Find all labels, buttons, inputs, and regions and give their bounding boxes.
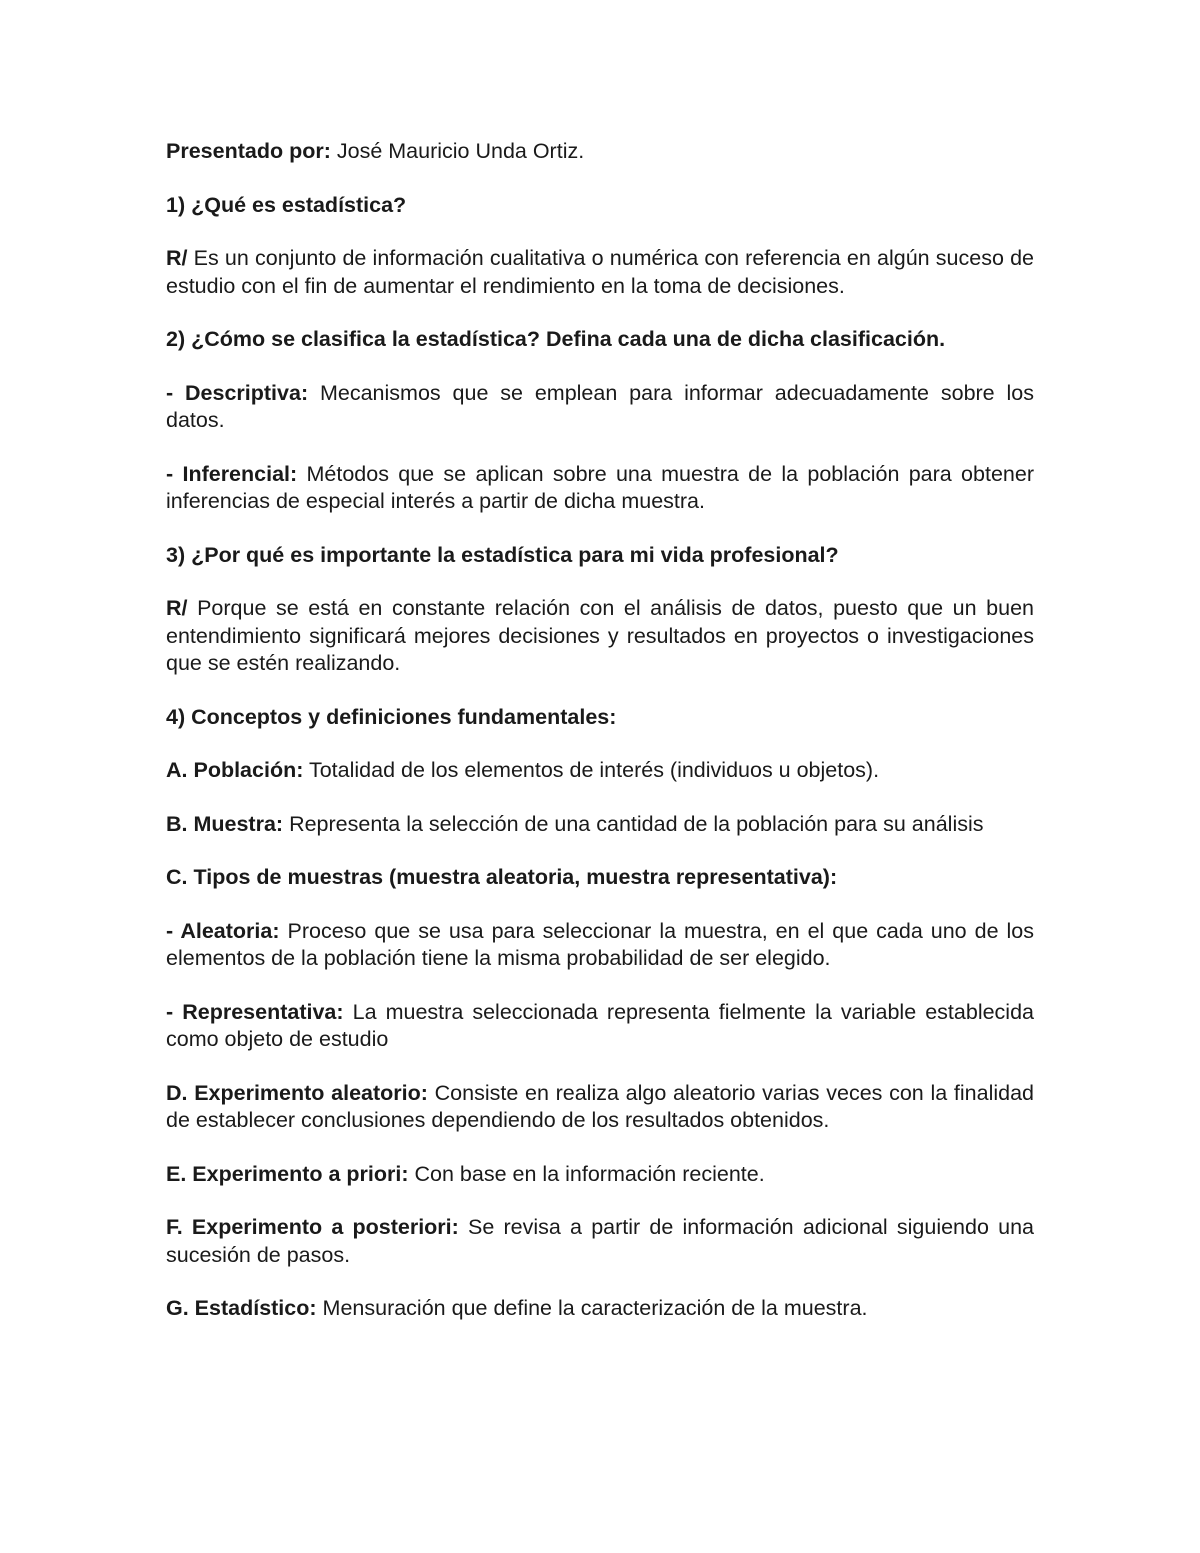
- sample-type-aleatoria-text: Proceso que se usa para seleccionar la muestra, en el que cada uno de los elementos de la población tiene la misma probabilidad de ser elegido.: [166, 918, 1035, 970]
- classification-descriptiva-label: - Descriptiva:: [166, 380, 309, 405]
- concept-experimento-aleatorio: [166, 1080, 1034, 1135]
- answer-1-label: R/: [166, 246, 188, 270]
- classification-descriptiva-text: Mecanismos que se emplean para informar adecuadamente sobre los datos.: [166, 380, 1034, 432]
- answer-3: [166, 595, 1034, 678]
- concept-muestra-text: Representa la selección de una cantidad de la población para su análisis: [289, 811, 984, 836]
- question-2: 2) ¿Cómo se clasifica la estadística? Defina cada una de dicha clasificación.: [166, 327, 946, 351]
- question-3: 3) ¿Por qué es importante la estadística para mi vida profesional?: [166, 542, 839, 567]
- concept-experimento-a-priori-label: E. Experimento a priori:: [166, 1161, 409, 1186]
- presenter-name: José Mauricio Unda Ortiz.: [336, 139, 585, 163]
- classification-inferencial-text: Métodos que se aplican sobre una muestra de la población para obtener inferencias de especial interés a partir de dicha muestra.: [166, 461, 1034, 513]
- sample-type-representativa-label: - Representativa:: [166, 999, 344, 1024]
- concept-experimento-aleatorio-label: D. Experimento aleatorio:: [166, 1080, 428, 1105]
- concept-poblacion: [166, 757, 1034, 785]
- concept-experimento-aleatorio-text: Consiste en realiza algo aleatorio varias veces con la finalidad de establecer conclusiones dependiendo de los resultados obtenidos.: [166, 1080, 1034, 1132]
- classification-inferencial-label: - Inferencial:: [166, 461, 298, 486]
- question-1: 1) ¿Qué es estadística?: [166, 192, 407, 217]
- question-4: 4) Conceptos y definiciones fundamentales:: [166, 704, 617, 729]
- concept-experimento-a-posteriori-text: Se revisa a partir de información adicional siguiendo una sucesión de pasos.: [166, 1215, 1034, 1267]
- concept-poblacion-label: A. Población:: [166, 758, 304, 782]
- concept-estadistico-text: Mensuración que define la caracterización de la muestra.: [322, 1296, 868, 1320]
- classification-descriptiva: [166, 380, 1034, 435]
- concept-tipos-muestras-heading: C. Tipos de muestras (muestra aleatoria, muestra representativa):: [166, 865, 838, 889]
- document-page: [166, 138, 1034, 1349]
- sample-type-representativa: [166, 999, 1034, 1054]
- answer-3-label: R/: [166, 596, 188, 620]
- concept-experimento-a-posteriori: [166, 1214, 1034, 1269]
- concept-muestra-label: B. Muestra:: [166, 811, 284, 836]
- classification-inferencial: [166, 461, 1034, 516]
- presenter-label: Presentado por:: [166, 139, 331, 163]
- answer-1-text: Es un conjunto de información cualitativa o numérica con referencia en algún suceso de estudio con el fin de aumentar el rendimiento en la toma de decisiones.: [166, 246, 1034, 298]
- concept-muestra: [166, 811, 1034, 839]
- presenter-line: [166, 138, 1034, 166]
- concept-estadistico-label: G. Estadístico:: [166, 1296, 317, 1320]
- sample-type-aleatoria: [166, 918, 1034, 973]
- concept-poblacion-text: Totalidad de los elementos de interés (individuos u objetos).: [308, 758, 880, 782]
- answer-3-text: Porque se está en constante relación con el análisis de datos, puesto que un buen entendimiento significará mejores decisiones y resultados en proyectos o investigaciones que se estén realizando.: [166, 596, 1034, 675]
- sample-type-representativa-text: La muestra seleccionada representa fielmente la variable establecida como objeto de estudio: [166, 999, 1034, 1051]
- concept-experimento-a-posteriori-label: F. Experimento a posteriori:: [166, 1215, 459, 1239]
- sample-type-aleatoria-label: - Aleatoria:: [166, 918, 280, 943]
- answer-1: [166, 245, 1034, 300]
- concept-estadistico: [166, 1295, 1034, 1323]
- concept-experimento-a-priori-text: Con base en la información reciente.: [414, 1161, 765, 1186]
- concept-experimento-a-priori: [166, 1161, 1034, 1189]
